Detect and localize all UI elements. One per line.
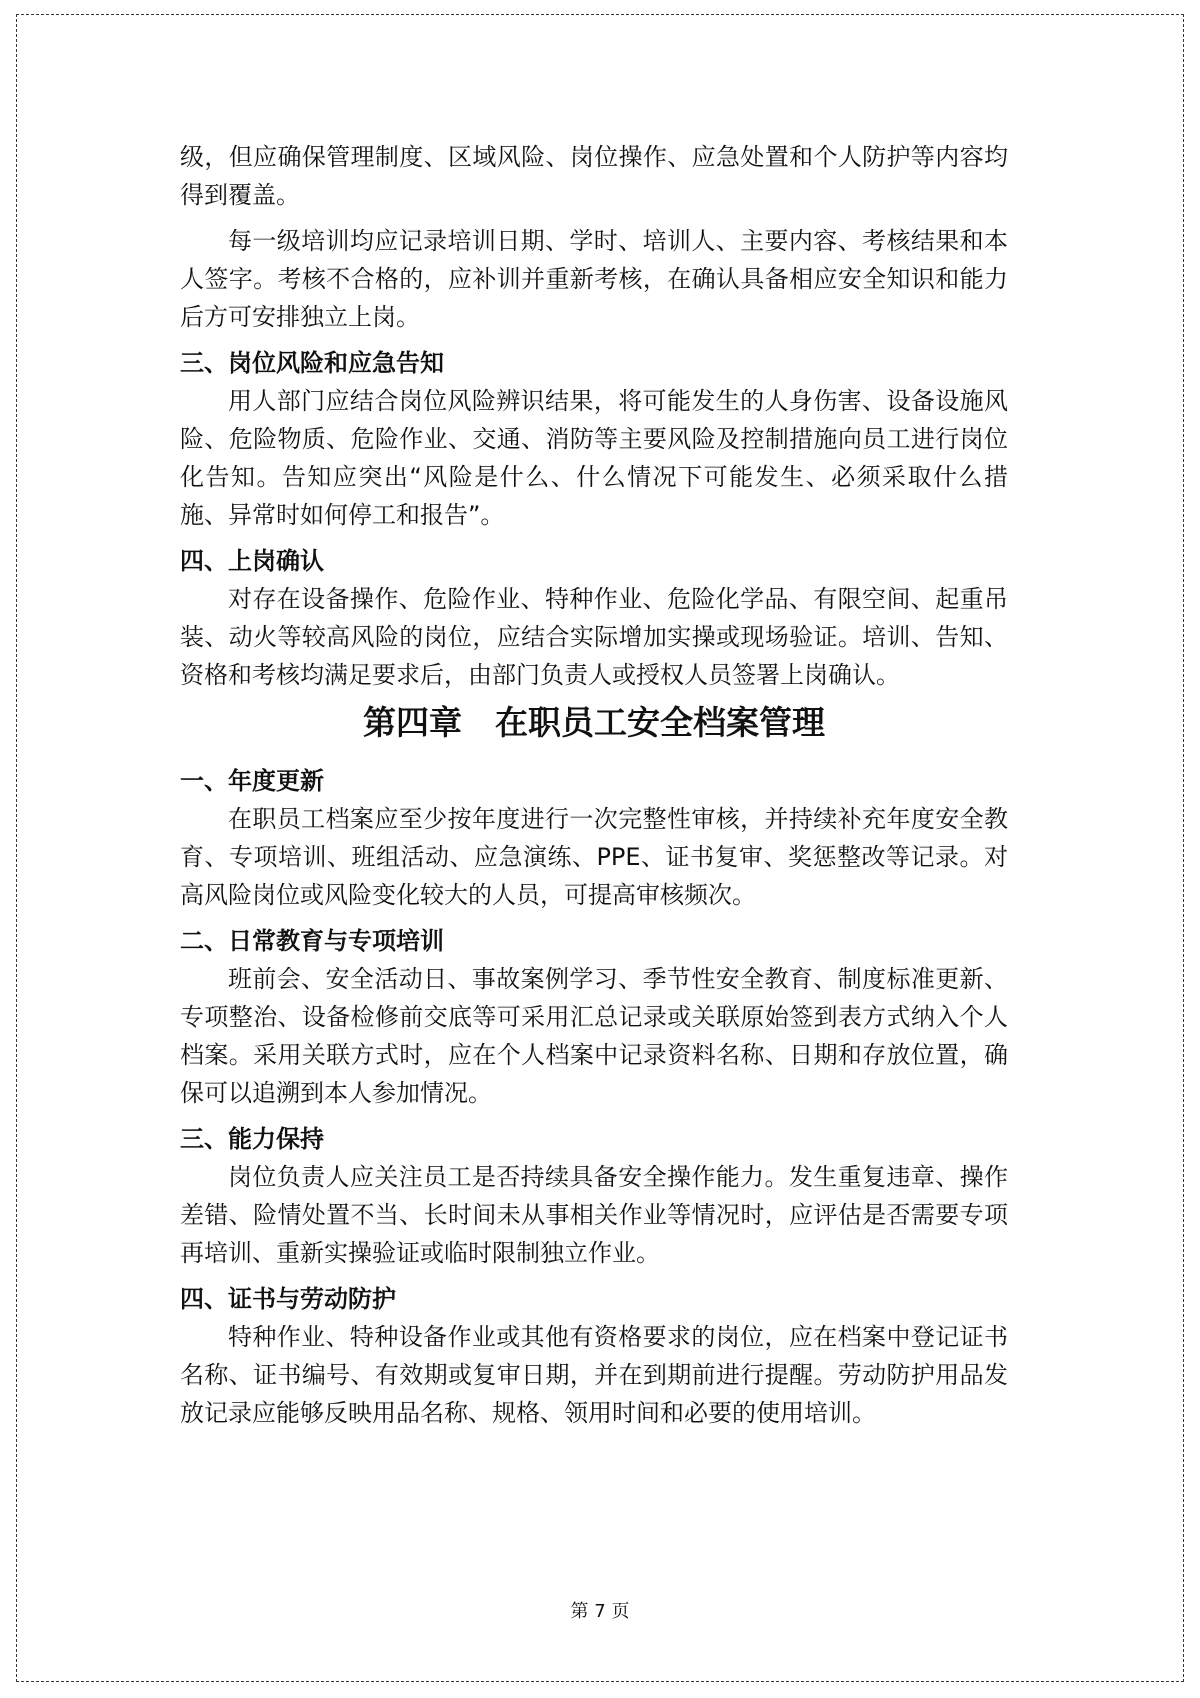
page-number: 第 7 页 [570,1601,630,1622]
paragraph-training-records: 每一级培训均应记录培训日期、学时、培训人、主要内容、考核结果和本人签字。考核不合格的，应补训并重新考核，在确认具备相应安全知识和能力后方可安排独立上岗。 [180,227,1008,331]
paragraph-gap [180,1272,1008,1280]
section-heading-certificates: 四、证书与劳动防护 [180,1285,396,1313]
section-heading-onboarding-confirmation: 四、上岗确认 [180,547,324,575]
section-heading-competence: 三、能力保持 [180,1125,324,1153]
paragraph-competence: 岗位负责人应关注员工是否持续具备安全操作能力。发生重复违章、操作差错、险情处置不当、长时间未从事相关作业等情况时，应评估是否需要专项再培训、重新实操验证或临时限制独立作业。 [180,1163,1008,1267]
paragraph-continuation: 级，但应确保管理制度、区域风险、岗位操作、应急处置和个人防护等内容均得到覆盖。 [180,143,1008,209]
paragraph-gap [180,336,1008,344]
chapter-title: 第四章 在职员工安全档案管理 [363,703,825,742]
paragraph-gap [180,214,1008,222]
section-heading-annual-update: 一、年度更新 [180,767,324,795]
paragraph-gap [180,534,1008,542]
paragraph-gap [180,914,1008,922]
paragraph-daily-education: 班前会、安全活动日、事故案例学习、季节性安全教育、制度标准更新、专项整治、设备检修前交底等可采用汇总记录或关联原始签到表方式纳入个人档案。采用关联方式时，应在个人档案中记录资料名称、日期和存放位置，确保可以追溯到本人参加情况。 [180,965,1008,1107]
paragraph-gap [180,1112,1008,1120]
paragraph-onboarding-confirmation: 对存在设备操作、危险作业、特种作业、危险化学品、有限空间、起重吊装、动火等较高风险的岗位，应结合实际增加实操或现场验证。培训、告知、资格和考核均满足要求后，由部门负责人或授权人员签署上岗确认。 [180,585,1008,689]
section-heading-daily-education: 二、日常教育与专项培训 [180,927,444,955]
section-heading-risk-notice: 三、岗位风险和应急告知 [180,349,444,377]
document-body [180,138,1008,1432]
paragraph-risk-notice: 用人部门应结合岗位风险辨识结果，将可能发生的人身伤害、设备设施风险、危险物质、危险作业、交通、消防等主要风险及控制措施向员工进行岗位化告知。告知应突出“风险是什么、什么情况下可能发生、必须采取什么措施、异常时如何停工和报告”。 [180,387,1008,529]
paragraph-annual-update: 在职员工档案应至少按年度进行一次完整性审核，并持续补充年度安全教育、专项培训、班组活动、应急演练、PPE、证书复审、奖惩整改等记录。对高风险岗位或风险变化较大的人员，可提高审核频次。 [180,805,1008,909]
paragraph-certificates: 特种作业、特种设备作业或其他有资格要求的岗位，应在档案中登记证书名称、证书编号、有效期或复审日期，并在到期前进行提醒。劳动防护用品发放记录应能够反映用品名称、规格、领用时间和必要的使用培训。 [180,1323,1008,1427]
